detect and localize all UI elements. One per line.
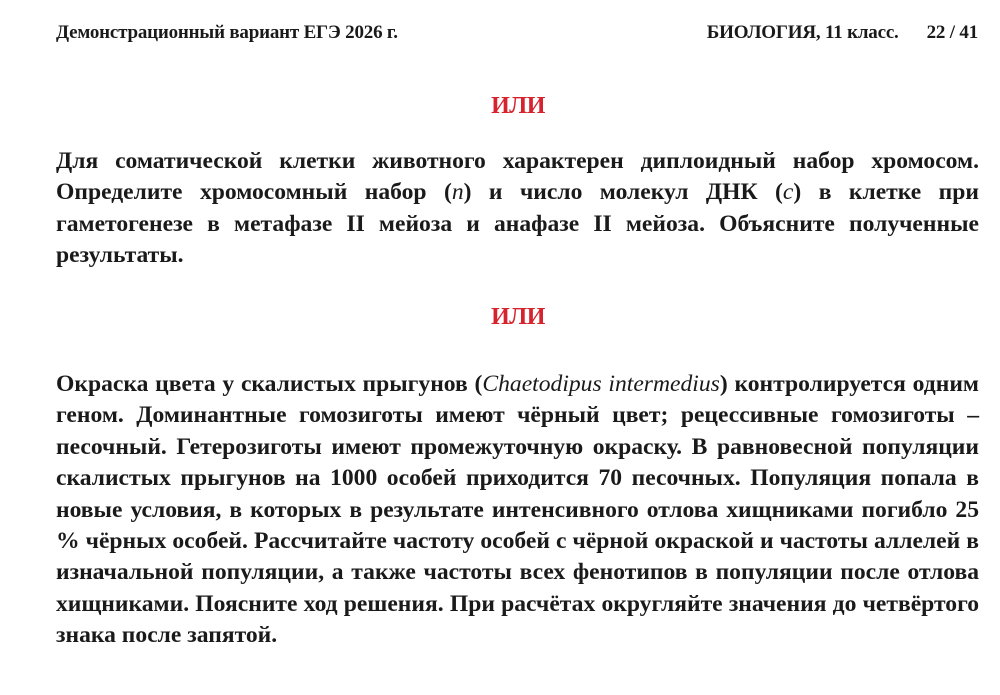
separator-or-2: ИЛИ — [491, 304, 545, 330]
symbol-c: c — [782, 179, 794, 206]
page-header — [56, 22, 978, 48]
species-latin-name: Chaetodipus intermedius — [482, 371, 720, 397]
task-population-text — [56, 369, 979, 652]
subject-label: БИОЛОГИЯ, 11 класс. — [706, 22, 899, 43]
task2-text-b: ) контролируется одним геном. Доминантные гомозиготы имеют чёрный цвет; рецессивные гомозиготы – песочный. Гетерозиготы имеют промежуточную окраску. В равновесной популяции скалистых прыгунов на 1000 особей приходится 70 песочных. Популяция попала в новые условия, в которых в результате интенсивного отлова хищниками погибло 25 % чёрных особей. Рассчитайте частоту особей с чёрной окраской и частоты аллелей в изначальной популяции, а также частоты всех фенотипов в популяции после отлова хищниками. Поясните ход решения. При расчётах округляйте значения до четвёртого знака после запятой. — [56, 371, 979, 649]
task2-text-a: Окраска цвета у скалистых прыгунов ( — [56, 371, 483, 397]
task1-text-b: ) и число молекул ДНК ( — [463, 179, 783, 206]
header-right — [707, 22, 978, 44]
separator-or-1: ИЛИ — [491, 93, 545, 119]
task1-text-a: Для соматической клетки животного характерен диплоидный набор хромосом. Определите хромосомный набор ( — [56, 148, 979, 206]
page-number: 22 / 41 — [926, 22, 978, 43]
task-meiosis-text — [56, 146, 979, 272]
task1-text-c: ) в клетке при гаметогенезе в метафазе II мейоза и анафазе II мейоза. Объясните полученные результаты. — [56, 179, 979, 269]
symbol-n: n — [451, 179, 464, 206]
exam-title: Демонстрационный вариант ЕГЭ 2026 г. — [56, 22, 398, 43]
